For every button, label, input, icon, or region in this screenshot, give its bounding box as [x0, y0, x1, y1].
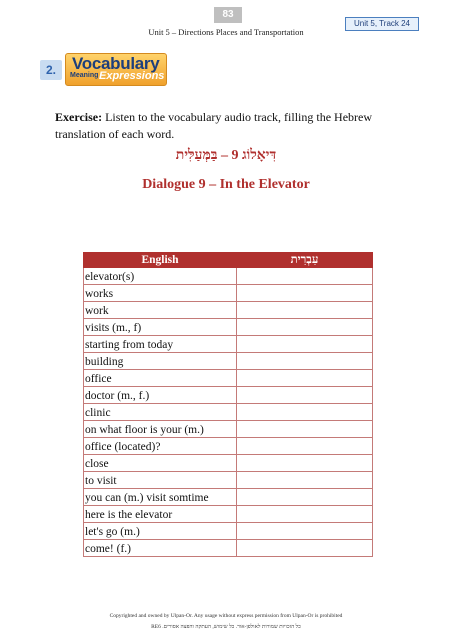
english-word-cell: on what floor is your (m.)	[84, 421, 237, 438]
vocabulary-table-body	[84, 268, 373, 557]
hebrew-translation-cell[interactable]	[237, 523, 373, 540]
table-row	[84, 302, 373, 319]
english-word-cell: you can (m.) visit somtime	[84, 489, 237, 506]
hebrew-translation-cell[interactable]	[237, 268, 373, 285]
english-word-cell: to visit	[84, 472, 237, 489]
dialogue-hebrew-title: דִּיאָלוֹג 9 – בַּמְּעַלִּית	[175, 148, 277, 163]
table-row	[84, 268, 373, 285]
english-word-cell: doctor (m., f.)	[84, 387, 237, 404]
table-row	[84, 489, 373, 506]
table-row	[84, 319, 373, 336]
exercise-text: Listen to the vocabulary audio track, filling the Hebrew translation of each word.	[55, 110, 373, 141]
hebrew-translation-cell[interactable]	[237, 540, 373, 557]
hebrew-translation-cell[interactable]	[237, 387, 373, 404]
hebrew-translation-cell[interactable]	[237, 353, 373, 370]
hebrew-translation-cell[interactable]	[237, 370, 373, 387]
table-row	[84, 523, 373, 540]
copyright-notice: Copyrighted and owned by Ulpan-Or. Any usage without express permission from Ulpan-Or is prohibited	[109, 613, 343, 619]
table-row	[84, 370, 373, 387]
english-word-cell: let's go (m.)	[84, 523, 237, 540]
table-row	[84, 387, 373, 404]
section-number: 2.	[40, 60, 62, 80]
vocabulary-logo-word: Vocabulary	[72, 54, 160, 73]
exercise-instructions	[55, 109, 390, 143]
hebrew-translation-cell[interactable]	[237, 285, 373, 302]
section-badge	[40, 52, 168, 85]
dialogue-title: Dialogue 9 – In the Elevator	[142, 177, 310, 192]
audio-track-label: Unit 5, Track 24	[345, 17, 419, 31]
english-word-cell: clinic	[84, 404, 237, 421]
table-row	[84, 336, 373, 353]
hebrew-translation-cell[interactable]	[237, 472, 373, 489]
hebrew-translation-cell[interactable]	[237, 336, 373, 353]
page-number: 83	[214, 7, 242, 23]
english-word-cell: here is the elevator	[84, 506, 237, 523]
hebrew-translation-cell[interactable]	[237, 404, 373, 421]
table-row	[84, 506, 373, 523]
english-word-cell: elevator(s)	[84, 268, 237, 285]
vocabulary-logo-meaning: Meaning	[70, 72, 99, 79]
table-row	[84, 404, 373, 421]
english-word-cell: come! (f.)	[84, 540, 237, 557]
vocabulary-table-header	[84, 253, 373, 268]
table-row	[84, 421, 373, 438]
hebrew-translation-cell[interactable]	[237, 302, 373, 319]
english-column-header: English	[84, 253, 237, 268]
vocabulary-logo-expressions: Expressions	[99, 70, 165, 82]
hebrew-translation-cell[interactable]	[237, 421, 373, 438]
english-word-cell: office	[84, 370, 237, 387]
table-row	[84, 285, 373, 302]
table-row	[84, 438, 373, 455]
unit-title: Unit 5 – Directions Places and Transportation	[148, 27, 304, 37]
english-word-cell: starting from today	[84, 336, 237, 353]
table-row	[84, 353, 373, 370]
hebrew-translation-cell[interactable]	[237, 438, 373, 455]
vocabulary-logo	[65, 53, 167, 86]
hebrew-translation-cell[interactable]	[237, 319, 373, 336]
exercise-label: Exercise:	[55, 110, 103, 124]
english-word-cell: work	[84, 302, 237, 319]
hebrew-translation-cell[interactable]	[237, 506, 373, 523]
english-word-cell: visits (m., f)	[84, 319, 237, 336]
english-word-cell: building	[84, 353, 237, 370]
table-row	[84, 472, 373, 489]
vocabulary-table	[83, 252, 373, 557]
english-word-cell: works	[84, 285, 237, 302]
hebrew-translation-cell[interactable]	[237, 489, 373, 506]
table-row	[84, 455, 373, 472]
hebrew-column-header: עִבְרִית	[237, 253, 373, 268]
copyright-notice-hebrew: כל הזכויות שמורות לאולפן-אור. כל שימוש, העתקה והפצה אסורים. RE6	[151, 624, 301, 630]
hebrew-translation-cell[interactable]	[237, 455, 373, 472]
table-row	[84, 540, 373, 557]
english-word-cell: close	[84, 455, 237, 472]
english-word-cell: office (located)?	[84, 438, 237, 455]
